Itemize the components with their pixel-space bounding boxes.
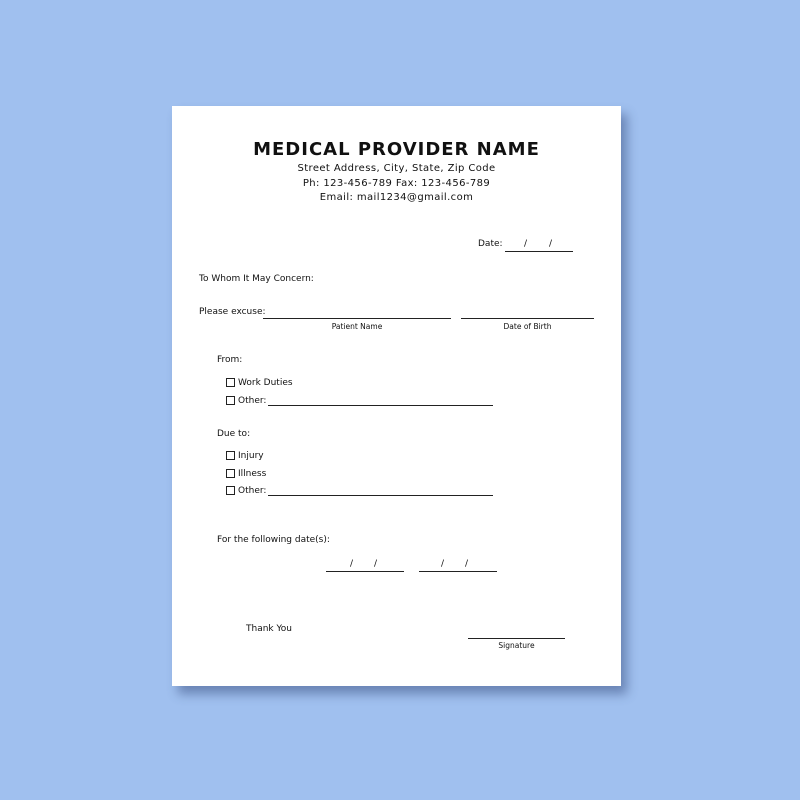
work-duties-label: Work Duties — [238, 378, 293, 388]
date-of-birth-field[interactable] — [461, 318, 594, 319]
date-separator-2: / — [549, 239, 553, 249]
patient-name-caption: Patient Name — [331, 322, 383, 331]
start-date-separator-2: / — [374, 559, 378, 569]
work-duties-checkbox[interactable] — [226, 378, 235, 387]
end-date-field[interactable] — [419, 571, 497, 572]
due-to-other-label: Other: — [238, 486, 267, 496]
provider-address: Street Address, City, State, Zip Code — [297, 163, 496, 174]
from-other-label: Other: — [238, 396, 267, 406]
from-other-checkbox[interactable] — [226, 396, 235, 405]
excuse-note-page — [172, 106, 621, 686]
from-label: From: — [217, 355, 243, 365]
closing-text: Thank You — [246, 624, 293, 634]
provider-name: MEDICAL PROVIDER NAME — [253, 139, 540, 160]
provider-phone-fax: Ph: 123-456-789 Fax: 123-456-789 — [302, 178, 491, 189]
due-to-other-checkbox[interactable] — [226, 486, 235, 495]
provider-email: Email: mail1234@gmail.com — [319, 192, 474, 203]
injury-label: Injury — [238, 451, 264, 461]
due-to-label: Due to: — [217, 429, 251, 439]
date-label: Date: — [478, 239, 503, 249]
end-date-separator-1: / — [441, 559, 445, 569]
from-other-field[interactable] — [268, 405, 493, 406]
signature-field[interactable] — [468, 638, 565, 639]
please-excuse-label: Please excuse: — [199, 307, 266, 317]
date-of-birth-caption: Date of Birth — [503, 322, 552, 331]
start-date-separator-1: / — [350, 559, 354, 569]
illness-label: Illness — [238, 469, 267, 479]
following-dates-label: For the following date(s): — [217, 535, 330, 545]
patient-name-field[interactable] — [263, 318, 451, 319]
injury-checkbox[interactable] — [226, 451, 235, 460]
start-date-field[interactable] — [326, 571, 404, 572]
due-to-other-field[interactable] — [268, 495, 493, 496]
end-date-separator-2: / — [465, 559, 469, 569]
date-separator-1: / — [524, 239, 528, 249]
salutation: To Whom It May Concern: — [199, 274, 314, 284]
signature-caption: Signature — [498, 641, 535, 650]
date-field[interactable] — [505, 251, 573, 252]
illness-checkbox[interactable] — [226, 469, 235, 478]
